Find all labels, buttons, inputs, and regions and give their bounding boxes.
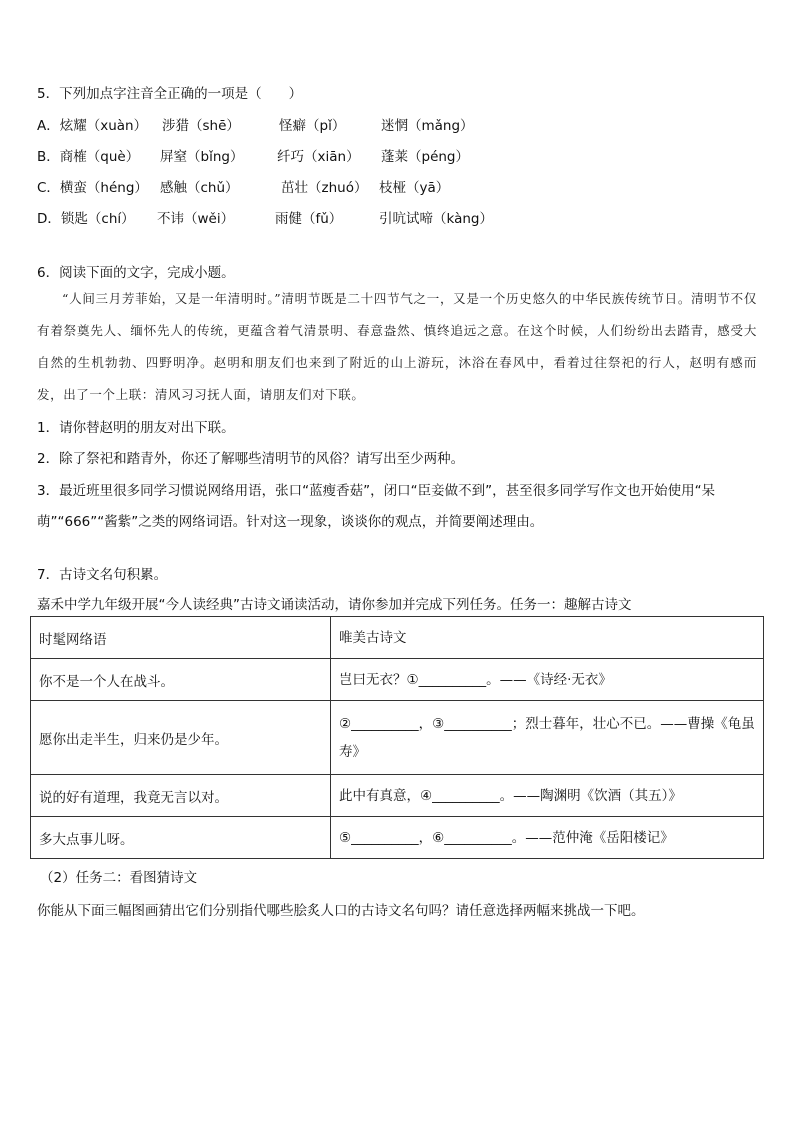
q5-option-b-1: B．商榷（què） [37, 149, 140, 165]
q7-intro: 嘉禾中学九年级开展“今人读经典”古诗文诵读活动，请你参加并完成下列任务。任务一：趣解古诗文 [37, 597, 632, 613]
q5-option-d-3: 雨健（fǔ） [275, 211, 343, 227]
q5-stem: 5．下列加点字注音全正确的一项是（ ） [37, 86, 303, 102]
table-cell: 说的好有道理，我竟无言以对。 [31, 775, 331, 817]
table-row [31, 817, 764, 859]
q5-option-a-1: A．炫耀（xuàn） [37, 118, 148, 134]
q5-option-c-1: C．横蛮（héng） [37, 180, 148, 196]
poem-table [30, 616, 764, 859]
q5-option-d-2: 不讳（wěi） [157, 211, 235, 227]
q5-option-d-1: D．锁匙（chí） [37, 211, 135, 227]
q6-subquestion-3-line-2: 萌”“666”“酱紫”之类的网络词语。针对这一现象，谈谈你的观点，并简要阐述理由。 [37, 514, 544, 530]
table-row [31, 701, 764, 775]
q5-option-a-4: 迷惘（mǎng） [381, 118, 474, 134]
q6-subquestion-2: 2．除了祭祀和踏青外，你还了解哪些清明节的风俗？请写出至少两种。 [37, 451, 465, 467]
q7-task2-title: （2）任务二：看图猜诗文 [40, 870, 198, 886]
table-header-cell: 唯美古诗文 [331, 617, 764, 659]
table-cell: 愿你出走半生，归来仍是少年。 [31, 701, 331, 775]
q6-subquestion-1: 1．请你替赵明的朋友对出下联。 [37, 420, 235, 436]
q7-stem: 7．古诗文名句积累。 [37, 567, 168, 583]
table-cell: 岂曰无衣？①__________。——《诗经·无衣》 [331, 659, 764, 701]
table-cell: 你不是一个人在战斗。 [31, 659, 331, 701]
q5-option-b-2: 屏窒（bǐng） [160, 149, 244, 165]
q5-option-b-3: 纤巧（xiān） [277, 149, 360, 165]
q7-task2-text: 你能从下面三幅图画猜出它们分别指代哪些脍炙人口的古诗文名句吗？请任意选择两幅来挑战一下吧。 [37, 903, 645, 919]
q6-subquestion-3-line-1: 3．最近班里很多同学习惯说网络用语，张口“蓝瘦香菇”，闭口“臣妾做不到”，甚至很多同学写作文也开始使用“呆 [37, 483, 716, 499]
q5-option-a-3: 怪癖（pǐ） [279, 118, 346, 134]
table-cell: 多大点事儿呀。 [31, 817, 331, 859]
q6-stem: 6．阅读下面的文字，完成小题。 [37, 265, 235, 281]
q6-passage [37, 283, 757, 411]
table-cell: ②__________，③__________；烈士暮年，壮心不已。——曹操《龟虽寿》 [331, 701, 764, 775]
q5-option-d-4: 引吭试啼（kàng） [379, 211, 493, 227]
table-row [31, 775, 764, 817]
q6-passage-text: “人间三月芳菲始，又是一年清明时。”清明节既是二十四节气之一，又是一个历史悠久的中华民族传统节日。清明节不仅有着祭奠先人、缅怀先人的传统，更蕴含着气清景明、春意盎然、慎终追远之意。在这个时候，人们纷纷出去踏青，感受大自然的生机勃勃、四野明净。赵明和朋友们也来到了附近的山上游玩，沐浴在春风中，看着过往祭祀的行人，赵明有感而发，出了一个上联：清风习习抚人面，请朋友们对下联。 [37, 291, 757, 402]
q5-option-b-4: 蓬莱（péng） [381, 149, 470, 165]
q5-option-c-3: 茁壮（zhuó） [281, 180, 368, 196]
table-header-cell: 时髦网络语 [31, 617, 331, 659]
table-cell: 此中有真意，④__________。——陶渊明《饮酒（其五）》 [331, 775, 764, 817]
q5-option-a-2: 涉猎（shē） [162, 118, 240, 134]
table-header-row [31, 617, 764, 659]
q5-option-c-4: 枝桠（yā） [379, 180, 450, 196]
table-cell: ⑤__________，⑥__________。——范仲淹《岳阳楼记》 [331, 817, 764, 859]
table-row [31, 659, 764, 701]
q5-option-c-2: 感触（chǔ） [160, 180, 239, 196]
